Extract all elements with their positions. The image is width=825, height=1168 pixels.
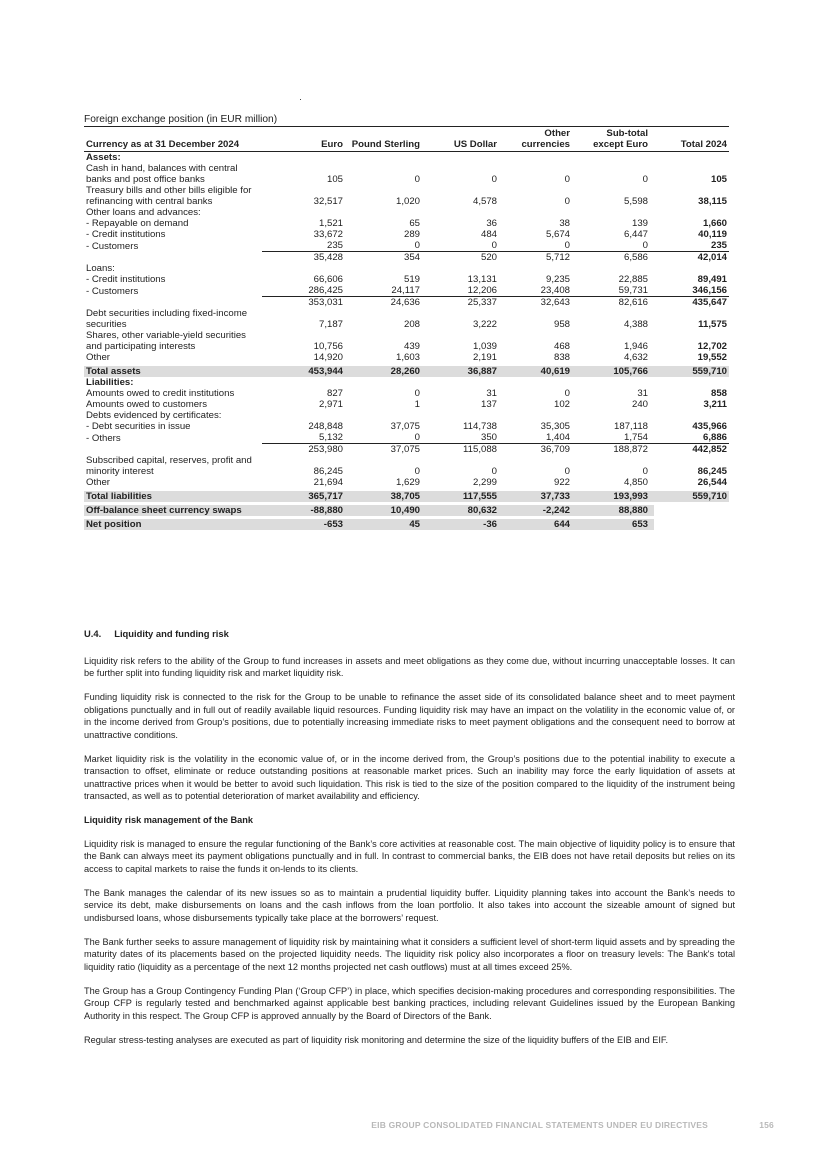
table-body: [84, 152, 729, 531]
paragraph: Regular stress-testing analyses are executed as part of liquidity risk monitoring and determine the size of the liquidity buffers of the EIB and EIF.: [84, 1034, 669, 1045]
cell-value: [654, 207, 729, 218]
row-label: Treasury bills and other bills eligible for refinancing with central banks: [86, 185, 252, 207]
footer-title: EIB GROUP CONSOLIDATED FINANCIAL STATEMENTS UNDER EU DIRECTIVES: [371, 1120, 708, 1130]
cell-value: [654, 504, 729, 518]
row-label: - Credit institutions: [86, 229, 166, 240]
cell-value: -2,242: [499, 504, 576, 518]
cell-value: [576, 410, 654, 421]
cell-value: 435,966: [692, 421, 727, 432]
cell-value: 7,187: [318, 319, 343, 330]
table-row: [84, 490, 729, 504]
row-label: Amounts owed to customers: [86, 399, 208, 410]
cell-value: [654, 263, 729, 274]
text-body: [84, 628, 735, 1058]
cell-value: 354: [345, 252, 422, 264]
cell-value: 19,552: [654, 352, 729, 365]
cell-value: 0: [422, 240, 499, 252]
cell-value: 484: [480, 229, 497, 240]
table-row: [84, 285, 729, 297]
cell-value: 644: [499, 518, 576, 531]
cell-value: 188,872: [576, 444, 654, 456]
cell-value: 10,490: [345, 504, 422, 518]
paragraph: The Group has a Group Contingency Funding Plan (‘Group CFP’) in place, which specifies decision-making procedures and corresponding responsibilities. The Group CFP is regularly tested and benchmarked against applicable best banking practices, including relevant Guidelines issued by the European Banking Authority in this respect. The Group CFP is approved annually by the Board of Directors of the Bank.: [84, 985, 735, 1021]
cell-value: [422, 152, 499, 164]
row-label: Amounts owed to credit institutions: [86, 388, 235, 399]
col-header: Sub-total except Euro: [576, 127, 654, 152]
paragraph: Liquidity risk is managed to ensure the regular functioning of the Bank’s core activities at reasonable cost. The main objective of liquidity policy is to ensure that the Bank can always meet its payment obligations punctually and in full. In contrast to commercial banks, the EIB does not have retail deposits but relies on its access to capital markets to raise the funds it on-lends to its clients.: [84, 838, 735, 874]
cell-value: 37,075: [345, 444, 422, 456]
cell-value: 36,887: [422, 365, 499, 378]
cell-value: 36,709: [499, 444, 576, 456]
row-label: - Others: [86, 432, 121, 444]
cell-value: 65: [409, 218, 420, 229]
cell-value: 0: [564, 196, 570, 207]
cell-value: 32,643: [499, 297, 576, 309]
cell-value: 0: [491, 466, 497, 477]
cell-value: 35,428: [262, 252, 345, 264]
cell-value: 3,211: [703, 399, 727, 410]
cell-value: 137: [480, 399, 497, 410]
table-row: [84, 274, 729, 285]
cell-value: 0: [414, 174, 420, 185]
table-row: [84, 377, 729, 388]
cell-value: 11,575: [698, 319, 727, 330]
col-header: Euro: [262, 127, 345, 152]
cell-value: 439: [403, 341, 420, 352]
cell-value: 66,606: [313, 274, 343, 285]
cell-value: 32,517: [313, 196, 343, 207]
table-row: [84, 410, 729, 421]
row-label: Assets:: [86, 152, 121, 163]
table-row: [84, 432, 729, 444]
paragraph: The Bank further seeks to assure management of liquidity risk by maintaining what it considers a sufficient level of short-term liquid assets and by spreading the maturity dates of its placements based on the projected liquidity needs. The liquidity risk policy also incorporates a floor on treasury levels: The Bank's total liquidity ratio (liquidity as a percentage of the next 12 months projected net cash outflows) must at all times exceed 25%.: [84, 936, 735, 972]
cell-value: 102: [553, 399, 570, 410]
cell-value: [576, 377, 654, 388]
cell-value: 33,672: [313, 229, 343, 240]
cell-value: 86,245: [697, 466, 727, 477]
cell-value: -88,880: [262, 504, 345, 518]
cell-value: [654, 377, 729, 388]
cell-value: 12,206: [422, 285, 499, 297]
table-row: [84, 330, 729, 352]
cell-value: 350: [422, 432, 499, 444]
cell-value: 0: [414, 466, 420, 477]
table-row: [84, 207, 729, 218]
cell-value: [262, 410, 345, 421]
cell-value: 365,717: [262, 490, 345, 504]
cell-value: 5,132: [262, 432, 345, 444]
row-label: - Debt securities in issue: [86, 421, 191, 432]
cell-value: [345, 152, 422, 164]
table-row: [84, 240, 729, 252]
cell-value: 31: [486, 388, 497, 399]
cell-value: 289: [403, 229, 420, 240]
cell-value: 838: [499, 352, 576, 365]
row-label: Cash in hand, balances with central banks and post office banks: [86, 163, 238, 185]
cell-value: [345, 377, 422, 388]
table-caption: Foreign exchange position (in EUR million): [84, 114, 278, 125]
cell-value: 117,555: [422, 490, 499, 504]
table-row: [84, 518, 729, 531]
cell-value: 0: [576, 240, 654, 252]
cell-value: 435,647: [654, 297, 729, 309]
cell-value: 35,305: [540, 421, 570, 432]
cell-value: 40,119: [698, 229, 727, 240]
cell-value: 0: [564, 174, 570, 185]
table-row: [84, 252, 729, 264]
cell-value: 4,578: [472, 196, 497, 207]
cell-value: [262, 152, 345, 164]
cell-value: -653: [262, 518, 345, 531]
cell-value: 28,260: [345, 365, 422, 378]
row-label: Off-balance sheet currency swaps: [84, 504, 262, 518]
cell-value: 80,632: [422, 504, 499, 518]
cell-value: 187,118: [614, 421, 648, 432]
cell-value: 2,191: [422, 352, 499, 365]
cell-value: 31: [637, 388, 648, 399]
cell-value: 520: [422, 252, 499, 264]
cell-value: 193,993: [576, 490, 654, 504]
table-row: [84, 218, 729, 229]
cell-value: 1,754: [576, 432, 654, 444]
row-label: Other: [86, 477, 110, 488]
cell-value: 105: [710, 174, 727, 185]
cell-value: 1,629: [395, 477, 420, 488]
table-row: [84, 477, 729, 490]
cell-value: 0: [345, 240, 422, 252]
table-row: [84, 308, 729, 330]
cell-value: 1,521: [318, 218, 343, 229]
cell-value: 13,131: [467, 274, 497, 285]
cell-value: 1,039: [472, 341, 497, 352]
cell-value: 24,636: [345, 297, 422, 309]
cell-value: 519: [403, 274, 420, 285]
cell-value: 105: [326, 174, 343, 185]
fx-position-table: [84, 126, 729, 530]
cell-value: 4,388: [623, 319, 648, 330]
table-row: [84, 185, 729, 207]
cell-value: 0: [642, 466, 648, 477]
cell-value: 82,616: [576, 297, 654, 309]
row-label: [84, 297, 262, 309]
cell-value: 23,408: [499, 285, 576, 297]
cell-value: [576, 263, 654, 274]
col-header: Pound Sterling: [345, 127, 422, 152]
cell-value: 1: [414, 399, 420, 410]
table-row: [84, 263, 729, 274]
cell-value: 1,946: [623, 341, 648, 352]
row-label: Debt securities including fixed-income securities: [86, 308, 248, 330]
table-row: [84, 229, 729, 240]
cell-value: 453,944: [262, 365, 345, 378]
cell-value: 115,088: [422, 444, 499, 456]
col-header: US Dollar: [422, 127, 499, 152]
cell-value: 37,733: [499, 490, 576, 504]
cell-value: 0: [345, 432, 422, 444]
cell-value: 24,117: [345, 285, 422, 297]
cell-value: 5,712: [499, 252, 576, 264]
cell-value: [345, 207, 422, 218]
cell-value: 346,156: [654, 285, 729, 297]
table-row: [84, 455, 729, 477]
row-label: Loans:: [86, 263, 115, 274]
row-label: - Customers: [86, 240, 139, 252]
row-label: [84, 252, 262, 264]
cell-value: 1,603: [345, 352, 422, 365]
row-label: Subscribed capital, reserves, profit and minority interest: [86, 455, 252, 477]
cell-value: 4,850: [623, 477, 648, 488]
cell-value: 0: [491, 174, 497, 185]
cell-value: [499, 207, 576, 218]
row-label: Liabilities:: [86, 377, 134, 388]
table-row: [84, 352, 729, 365]
cell-value: 559,710: [654, 365, 729, 378]
subsection-title: Liquidity risk management of the Bank: [84, 815, 253, 825]
cell-value: 40,619: [499, 365, 576, 378]
table-row: [84, 163, 729, 185]
paragraph: Funding liquidity risk is connected to the risk for the Group to be unable to refinance the asset side of its consolidated balance sheet and to meet payment obligations punctually and in full out of readily available liquid resources. Funding liquidity risk may have an impact on the volatility in the economic value of, or in the income derived from Group’s positions, due to potentially increasing immediate risks to meet payment obligations and the consequent need to borrow at unattractive conditions.: [84, 692, 735, 740]
cell-value: 21,694: [313, 477, 343, 488]
row-label: [84, 444, 262, 456]
cell-value: [499, 263, 576, 274]
cell-value: 6,447: [623, 229, 648, 240]
cell-value: 2,971: [318, 399, 343, 410]
cell-value: 42,014: [654, 252, 729, 264]
cell-value: 9,235: [545, 274, 570, 285]
cell-value: [499, 410, 576, 421]
cell-value: [576, 152, 654, 164]
cell-value: 2,299: [472, 477, 497, 488]
row-label: Debts evidenced by certificates:: [86, 410, 222, 421]
cell-value: [654, 152, 729, 164]
section-title: U.4. Liquidity and funding risk: [84, 628, 229, 639]
cell-value: 105,766: [576, 365, 654, 378]
cell-value: [345, 410, 422, 421]
cell-value: 86,245: [313, 466, 343, 477]
col-header: Currency as at 31 December 2024: [84, 127, 262, 152]
cell-value: 38,115: [698, 196, 727, 207]
stray-dot: [300, 99, 301, 100]
table-row: [84, 399, 729, 410]
cell-value: 12,702: [697, 341, 727, 352]
cell-value: [422, 263, 499, 274]
cell-value: 353,031: [262, 297, 345, 309]
cell-value: 208: [403, 319, 420, 330]
row-label: Net position: [84, 518, 262, 531]
row-label: - Credit institutions: [86, 274, 166, 285]
cell-value: 38: [559, 218, 570, 229]
cell-value: 37,075: [390, 421, 420, 432]
cell-value: 235: [262, 240, 345, 252]
page-number: 156: [759, 1120, 774, 1130]
cell-value: 5,674: [545, 229, 570, 240]
cell-value: 1,020: [395, 196, 420, 207]
cell-value: 22,885: [618, 274, 648, 285]
cell-value: 858: [710, 388, 727, 399]
paragraph: The Bank manages the calendar of its new issues so as to maintain a prudential liquidity buffer. Liquidity planning takes into account the Bank’s needs to service its debt, make disbursements on loans and the cash inflows from the loan portfolio. It also takes into account the sizeable amount of signed but undisbursed loans, whose disbursements typically take place at the borrowers’ request.: [84, 887, 735, 923]
cell-value: 0: [499, 240, 576, 252]
cell-value: 38,705: [345, 490, 422, 504]
cell-value: 45: [345, 518, 422, 531]
cell-value: 653: [576, 518, 654, 531]
cell-value: 36: [486, 218, 497, 229]
cell-value: [422, 410, 499, 421]
table-row: [84, 297, 729, 309]
row-label: - Customers: [86, 285, 139, 297]
cell-value: 922: [553, 477, 570, 488]
cell-value: 59,731: [576, 285, 654, 297]
cell-value: 253,980: [262, 444, 345, 456]
cell-value: [654, 518, 729, 531]
cell-value: 240: [631, 399, 648, 410]
col-header: Total 2024: [654, 127, 729, 152]
cell-value: 6,886: [654, 432, 729, 444]
cell-value: [499, 377, 576, 388]
cell-value: 286,425: [262, 285, 345, 297]
table-header-row: [84, 127, 729, 152]
cell-value: [345, 263, 422, 274]
cell-value: 442,852: [654, 444, 729, 456]
cell-value: 114,738: [463, 421, 497, 432]
cell-value: 248,848: [308, 421, 343, 432]
cell-value: -36: [422, 518, 499, 531]
table-row: [84, 388, 729, 399]
cell-value: 139: [631, 218, 648, 229]
table-row: [84, 421, 729, 432]
cell-value: 0: [564, 388, 570, 399]
cell-value: [262, 377, 345, 388]
table-row: [84, 365, 729, 378]
row-label: Total liabilities: [84, 490, 262, 504]
cell-value: 3,222: [472, 319, 497, 330]
cell-value: [262, 263, 345, 274]
cell-value: 6,586: [576, 252, 654, 264]
cell-value: 14,920: [262, 352, 345, 365]
paragraph: Market liquidity risk is the volatility in the economic value of, or in the income derived from, the Group’s positions due to the potential inability to execute a transaction to offset, eliminate or reduce outstanding positions at reasonable market prices. Such an inability may force the early liquidation of assets at unattractive prices when it would be better to avoid such liquidation. This risk is tied to the size of the position compared to the liquidity of the instrument being transacted, as well as to potential deterioration of market availability and efficiency.: [84, 753, 735, 801]
cell-value: 88,880: [576, 504, 654, 518]
cell-value: 25,337: [422, 297, 499, 309]
cell-value: [422, 207, 499, 218]
cell-value: 5,598: [623, 196, 648, 207]
cell-value: [654, 410, 729, 421]
cell-value: 958: [553, 319, 570, 330]
row-label: Shares, other variable-yield securities and participating interests: [86, 330, 246, 352]
row-label: Total assets: [84, 365, 262, 378]
cell-value: 26,544: [697, 477, 727, 488]
table-row: [84, 444, 729, 456]
col-header: Other currencies: [499, 127, 576, 152]
cell-value: 0: [642, 174, 648, 185]
cell-value: 1,660: [702, 218, 727, 229]
cell-value: 468: [553, 341, 570, 352]
table-row: [84, 504, 729, 518]
cell-value: 559,710: [654, 490, 729, 504]
row-label: Other: [86, 352, 110, 363]
cell-value: 89,491: [697, 274, 727, 285]
cell-value: 0: [414, 388, 420, 399]
paragraph: Liquidity risk refers to the ability of the Group to fund increases in assets and meet obligations as they come due, without incurring unacceptable losses. It can be further split into funding liquidity risk and market liquidity risk.: [84, 655, 735, 678]
table-row: [84, 152, 729, 164]
cell-value: 235: [654, 240, 729, 252]
cell-value: [422, 377, 499, 388]
cell-value: [499, 152, 576, 164]
cell-value: 10,756: [313, 341, 343, 352]
cell-value: 827: [326, 388, 343, 399]
cell-value: [576, 207, 654, 218]
row-label: Other loans and advances:: [86, 207, 201, 218]
cell-value: 1,404: [499, 432, 576, 444]
cell-value: [262, 207, 345, 218]
cell-value: 0: [564, 466, 570, 477]
cell-value: 4,632: [576, 352, 654, 365]
row-label: - Repayable on demand: [86, 218, 189, 229]
